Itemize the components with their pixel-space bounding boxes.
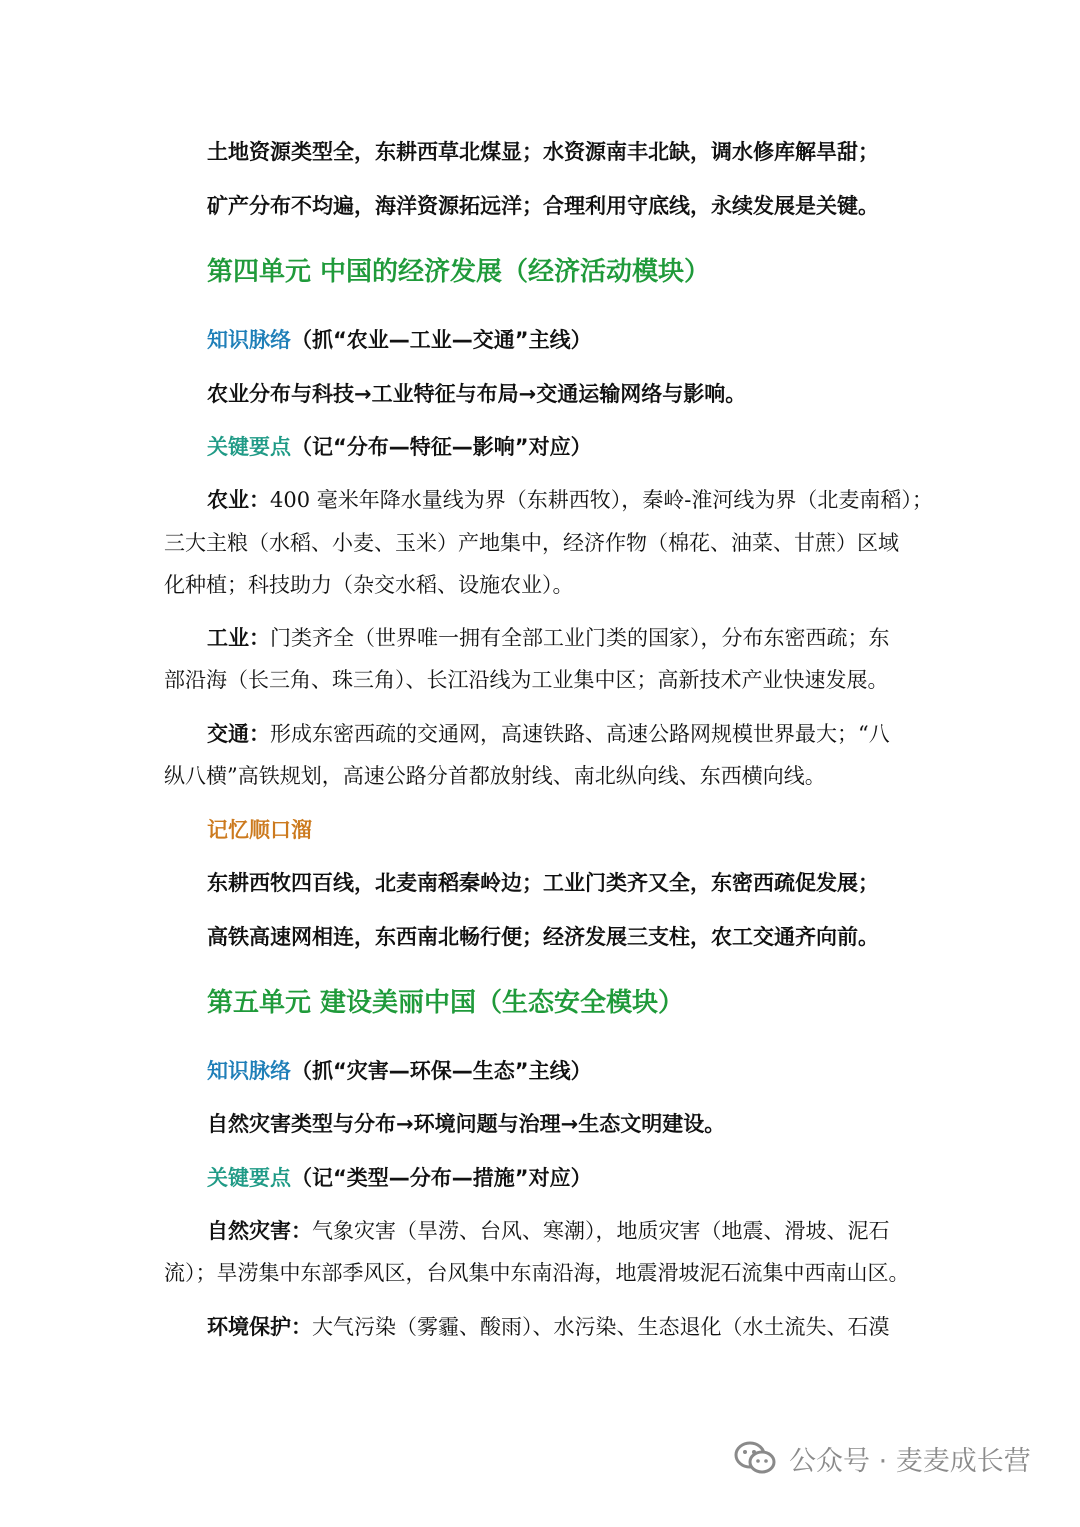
disaster-text-1: 气象灾害（旱涝、台风、寒潮），地质灾害（地震、滑坡、泥石 [312, 1219, 890, 1243]
transport-text-1: 形成东密西疏的交通网，高速铁路、高速公路网规模世界最大；“八 [270, 722, 890, 746]
unit4-key-heading [207, 432, 592, 462]
unit4-key-label: 关键要点 [207, 435, 291, 459]
unit5-disaster-line-2: 流）；旱涝集中东部季风区，台风集中东南沿海，地震滑坡泥石流集中西南山区。 [164, 1261, 910, 1285]
unit5-env-line-1 [207, 1312, 890, 1342]
transport-term: 交通： [207, 722, 270, 746]
unit4-industry-line-2: 部沿海（长三角、珠三角）、长江沿线为工业集中区；高新技术产业快速发展。 [164, 668, 889, 692]
unit5-knowledge-heading [207, 1056, 592, 1086]
agriculture-text-1: 400 毫米年降水量线为界（东耕西牧），秦岭-淮河线为界（北麦南稻）； [270, 488, 933, 512]
unit5-key-label: 关键要点 [207, 1166, 291, 1190]
unit4-rhyme-label: 记忆顺口溜 [207, 818, 312, 842]
unit4-rhyme-line-1: 东耕西牧四百线，北麦南稻秦岭边；工业门类齐又全，东密西疏促发展； [207, 871, 879, 895]
unit4-rhyme-line-2: 高铁高速网相连，东西南北畅行便；经济发展三支柱，农工交通齐向前。 [207, 925, 879, 949]
unit4-title: 第四单元 中国的经济发展（经济活动模块） [207, 257, 711, 287]
unit4-transport-line-2: 纵八横”高铁规划，高速公路分首都放射线、南北纵向线、东西横向线。 [164, 764, 826, 788]
unit5-key-hint: （记“类型—分布—措施”对应） [291, 1166, 592, 1190]
unit4-agriculture-line-2: 三大主粮（水稻、小麦、玉米）产地集中，经济作物（棉花、油菜、甘蔗）区域 [164, 531, 899, 555]
watermark-text: 公众号 · 麦麦成长营 [789, 1445, 1031, 1477]
unit4-knowledge-hint: （抓“农业—工业—交通”主线） [291, 328, 592, 352]
unit4-knowledge-heading [207, 325, 592, 355]
unit4-knowledge-text: 农业分布与科技→工业特征与布局→交通运输网络与影响。 [207, 382, 747, 406]
industry-text-1: 门类齐全（世界唯一拥有全部工业门类的国家），分布东密西疏；东 [270, 626, 890, 650]
unit4-agriculture-line-3: 化种植；科技助力（杂交水稻、设施农业）。 [164, 573, 574, 597]
env-term: 环境保护： [207, 1315, 312, 1339]
agriculture-term: 农业： [207, 488, 270, 512]
unit4-industry-line-1 [207, 623, 890, 653]
disaster-term: 自然灾害： [207, 1219, 312, 1243]
unit5-knowledge-hint: （抓“灾害—环保—生态”主线） [291, 1059, 592, 1083]
unit5-knowledge-text: 自然灾害类型与分布→环境问题与治理→生态文明建设。 [207, 1112, 726, 1136]
unit4-knowledge-label: 知识脉络 [207, 328, 291, 352]
unit5-disaster-line-1 [207, 1216, 890, 1246]
unit5-knowledge-label: 知识脉络 [207, 1059, 291, 1083]
unit5-title: 第五单元 建设美丽中国（生态安全模块） [207, 988, 685, 1018]
unit4-transport-line-1 [207, 719, 890, 749]
unit4-key-hint: （记“分布—特征—影响”对应） [291, 435, 592, 459]
wechat-channel-icon [733, 1438, 777, 1478]
unit4-agriculture-line-1 [207, 485, 933, 515]
industry-term: 工业： [207, 626, 270, 650]
env-text-1: 大气污染（雾霾、酸雨）、水污染、生态退化（水土流失、石漠 [312, 1315, 890, 1339]
account-watermark [733, 1436, 1031, 1480]
unit3-rhyme-line-1: 土地资源类型全，东耕西草北煤显；水资源南丰北缺，调水修库解旱甜； [207, 140, 879, 164]
unit3-rhyme-line-2: 矿产分布不均遍，海洋资源拓远洋；合理利用守底线，永续发展是关键。 [207, 194, 879, 218]
unit5-key-heading [207, 1163, 592, 1193]
